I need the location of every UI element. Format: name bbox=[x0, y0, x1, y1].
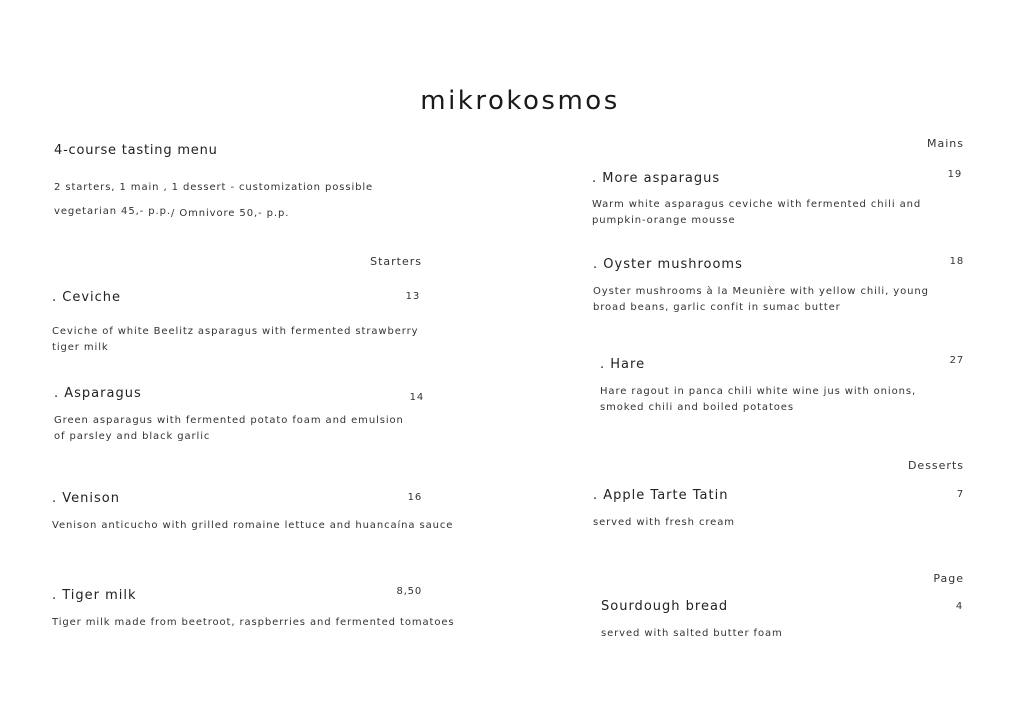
dish-description: served with salted butter foam bbox=[601, 628, 783, 639]
dish-name: . Tiger milk bbox=[52, 588, 137, 603]
starters-heading: Starters bbox=[370, 255, 422, 268]
desserts-heading: Desserts bbox=[907, 459, 964, 472]
page-heading: Page bbox=[933, 572, 964, 585]
dish-description: served with fresh cream bbox=[593, 517, 735, 528]
dish-description: Warm white asparagus ceviche with fermented chili and pumpkin-orange mousse bbox=[592, 199, 922, 226]
omnivore-price: / Omnivore 50,- p.p. bbox=[171, 208, 290, 219]
dish-price: 16 bbox=[407, 492, 422, 503]
dish-price: 13 bbox=[405, 291, 420, 302]
dish-description: Green asparagus with fermented potato foam and emulsion of parsley and black garlic bbox=[54, 415, 404, 442]
dish-name: . More asparagus bbox=[592, 171, 721, 186]
dish-price: 14 bbox=[409, 392, 424, 403]
mains-heading: Mains bbox=[927, 137, 964, 150]
dish-name: . Ceviche bbox=[52, 290, 122, 305]
dish-price: 19 bbox=[947, 169, 962, 180]
dish-description: Hare ragout in panca chili white wine jus with onions, smoked chili and boiled potatoes bbox=[600, 386, 917, 413]
dish-description: Ceviche of white Beelitz asparagus with fermented strawberry tiger milk bbox=[52, 326, 419, 353]
dish-price: 8,50 bbox=[396, 586, 422, 597]
restaurant-title: mikrokosmos bbox=[420, 86, 620, 116]
dish-name: . Hare bbox=[600, 357, 646, 372]
dish-price: 18 bbox=[949, 256, 964, 267]
dish-price: 7 bbox=[956, 489, 964, 500]
tasting-menu-title: 4-course tasting menu bbox=[54, 143, 218, 158]
dish-description: Oyster mushrooms à la Meunière with yellow chili, young broad beans, garlic confit in sumac butter bbox=[593, 286, 929, 313]
dish-name: Sourdough bread bbox=[601, 599, 729, 614]
dish-name: . Venison bbox=[52, 491, 120, 506]
dish-description: Tiger milk made from beetroot, raspberries and fermented tomatoes bbox=[52, 617, 455, 628]
dish-price: 4 bbox=[955, 601, 963, 612]
dish-description: Venison anticucho with grilled romaine lettuce and huancaína sauce bbox=[52, 520, 454, 531]
dish-price: 27 bbox=[949, 355, 964, 366]
dish-name: . Asparagus bbox=[54, 386, 142, 401]
vegetarian-price: vegetarian 45,- p.p. bbox=[54, 206, 171, 217]
tasting-composition: 2 starters, 1 main , 1 dessert - customization possible bbox=[54, 182, 374, 193]
dish-name: . Apple Tarte Tatin bbox=[593, 488, 729, 503]
dish-name: . Oyster mushrooms bbox=[593, 257, 743, 272]
